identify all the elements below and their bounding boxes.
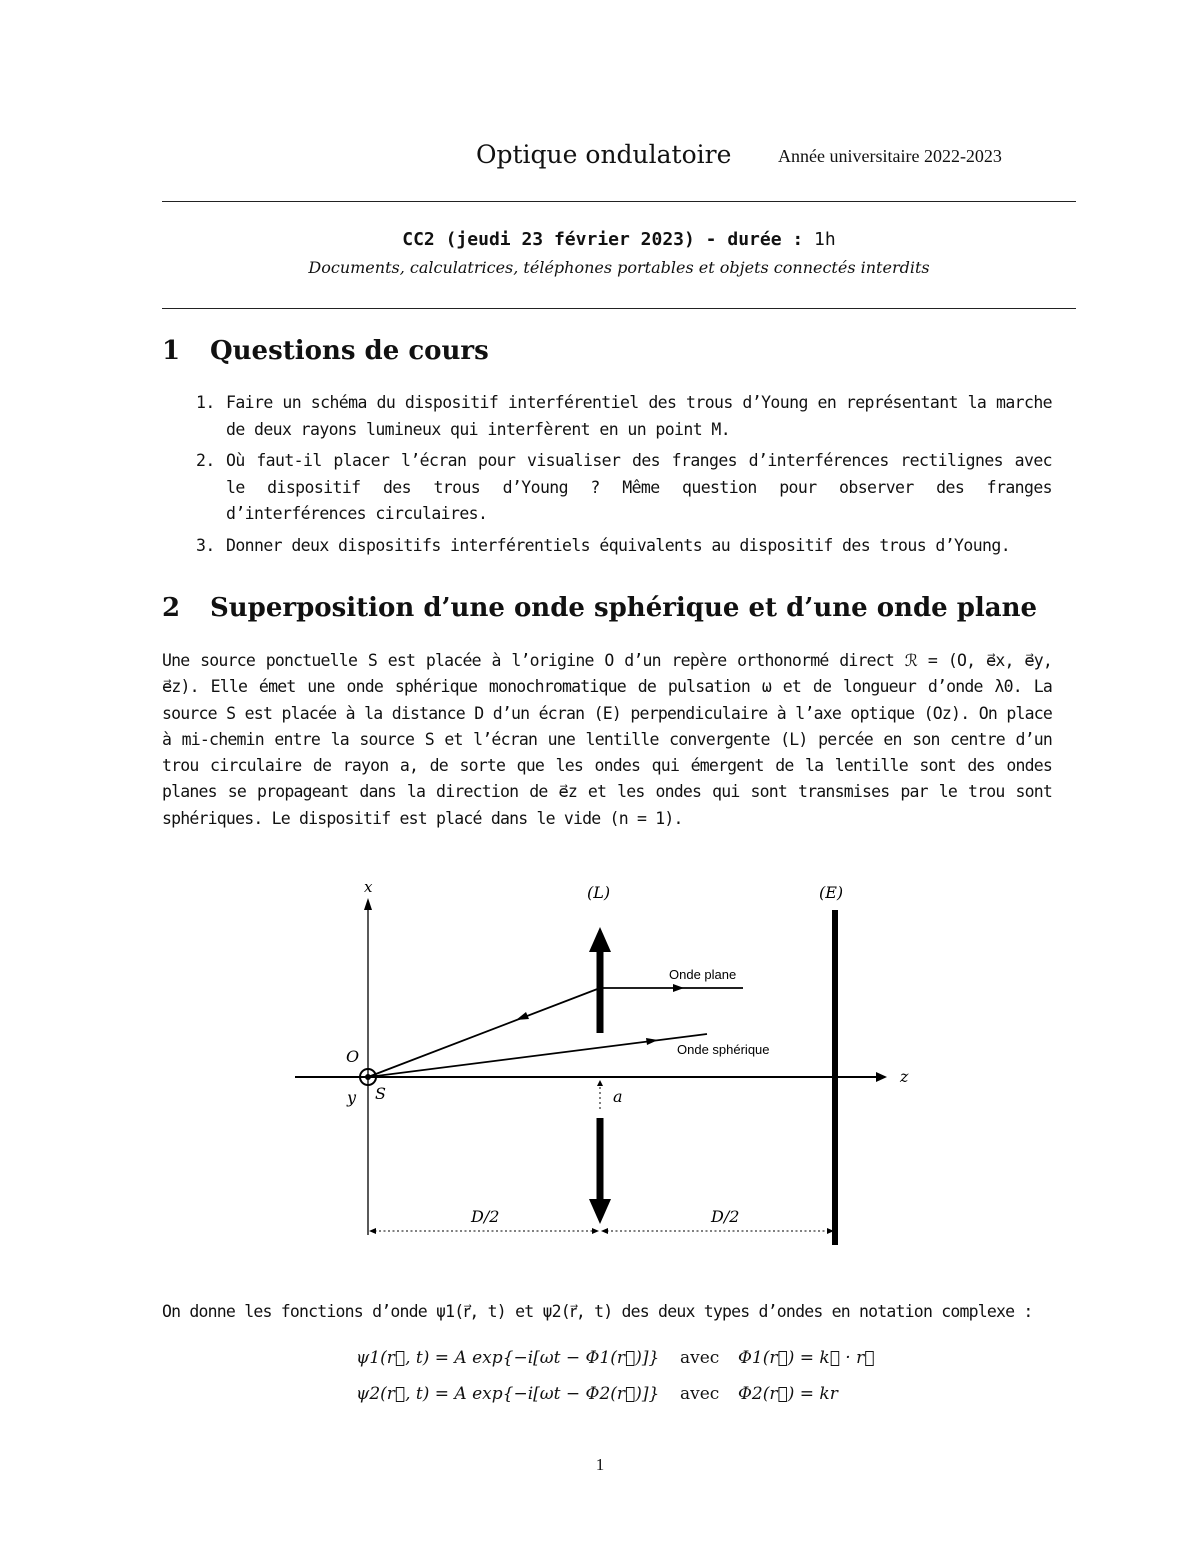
question-item [196,390,1052,443]
question-text: Où faut-il placer l’écran pour visualiser des franges d’interférences rectilignes avec le dispositif des trous d’Young ? Même question pour observer des franges d’interférences circulaires. [226,451,1052,523]
section2-paragraph: Une source ponctuelle S est placée à l’origine O d’un repère orthonormé direct ℛ = (O, e⃗x, e⃗y, e⃗z). Elle émet une onde sphérique monochromatique de pulsation ω et de longueur d’onde λ0. La source S est placée à la distance D d’un écran (E) perpendiculaire à l’axe optique (Oz). On place à mi-chemin entre la source S et l’écran une lentille convergente (L) percée en son centre d’un trou circulaire de rayon a, de sorte que les ondes qui émergent de la lentille sont des ondes planes se propageant dans la direction de e⃗z et les ondes qui sont transmises par le trou sont sphériques. Le dispositif est placé dans le vide (n = 1). [162,651,1052,828]
hole-radius-arrow-icon [597,1080,603,1086]
ray-to-lens-arrow-icon [516,1012,529,1020]
equation-1-with [680,1348,719,1368]
exam-subtitle: Documents, calculatrices, téléphones portables et objets connectés interdits [308,258,930,277]
screen-label: (E) [819,883,844,902]
section1-title: Questions de cours [210,336,489,366]
question-number: 1. [196,393,215,412]
equation-1-mid: avec [680,1348,720,1368]
section1-number: 1 [162,336,181,366]
dimension-left-arrow-icon [369,1228,376,1234]
lens-label: (L) [587,883,611,902]
top-rule [162,201,1076,202]
question-text: Donner deux dispositifs interférentiels équivalents au dispositif des trous d’Young. [226,535,1011,555]
plane-wave-arrow-icon [673,984,684,992]
ray-to-lens [368,988,600,1077]
spherical-wave-arrow-icon [646,1038,658,1045]
origin-label: O [346,1047,360,1066]
hole-radius-label: a [613,1087,623,1106]
equation-2-mid: avec [680,1384,720,1404]
question-number: 3. [196,535,215,555]
source-label: S [375,1084,386,1103]
section2-heading [162,593,1037,623]
plane-wave-label: Onde plane [669,967,737,982]
section1-heading [162,336,489,366]
dimension-right-arrow-icon [601,1228,608,1234]
bottom-rule [162,308,1076,309]
question-item [196,533,1052,560]
exam-title-main: CC2 (jeudi 23 février 2023) - durée : [402,229,804,250]
z-axis-arrow-icon [876,1072,887,1082]
lens-top-arrow-icon [589,927,611,952]
question-list [196,390,1052,564]
page-number: 1 [595,1455,605,1474]
equation-1-rhs: Φ1(r⃗) = k⃗ · r⃗ [738,1348,875,1368]
equation-2 [356,1384,659,1404]
x-axis-label: x [364,878,373,896]
question-item [196,448,1052,528]
dimension-left-label: D/2 [471,1207,500,1226]
academic-year: Année universitaire 2022-2023 [778,146,1002,166]
equation-1-phase [738,1348,874,1368]
question-number: 2. [196,451,215,470]
course-title: Optique ondulatoire [476,140,732,169]
equation-1 [356,1348,659,1368]
x-axis-arrow-icon [364,898,372,910]
dimension-right-label: D/2 [711,1207,740,1226]
exam-title [162,229,1076,250]
section2-number: 2 [162,593,181,623]
equations-intro: On donne les fonctions d’onde ψ1(r⃗, t) et ψ2(r⃗, t) des deux types d’ondes en notation complexe : [162,1302,1033,1321]
exam-duration: 1h [803,229,836,250]
equation-2-lhs: ψ2(r⃗, t) = A exp{−i[ωt − Φ2(r⃗)]} [356,1384,660,1404]
lens-bottom-arrow-icon [589,1199,611,1224]
question-text: Faire un schéma du dispositif interférentiel des trous d’Young en représentant la marche de deux rayons lumineux qui interfèrent en un point M. [226,393,1052,439]
equation-2-phase [738,1384,838,1404]
equation-2-with [680,1384,719,1404]
equation-2-rhs: Φ2(r⃗) = kr [738,1384,838,1404]
dimension-left-arrow-icon [592,1228,599,1234]
equation-1-lhs: ψ1(r⃗, t) = A exp{−i[ωt − Φ1(r⃗)]} [356,1348,660,1368]
section2-title: Superposition d’une onde sphérique et d’une onde plane [210,593,1038,623]
optics-diagram [280,870,920,1260]
z-axis-label: z [900,1067,909,1086]
spherical-wave-label: Onde sphérique [677,1042,770,1057]
y-axis-label: y [347,1088,357,1107]
